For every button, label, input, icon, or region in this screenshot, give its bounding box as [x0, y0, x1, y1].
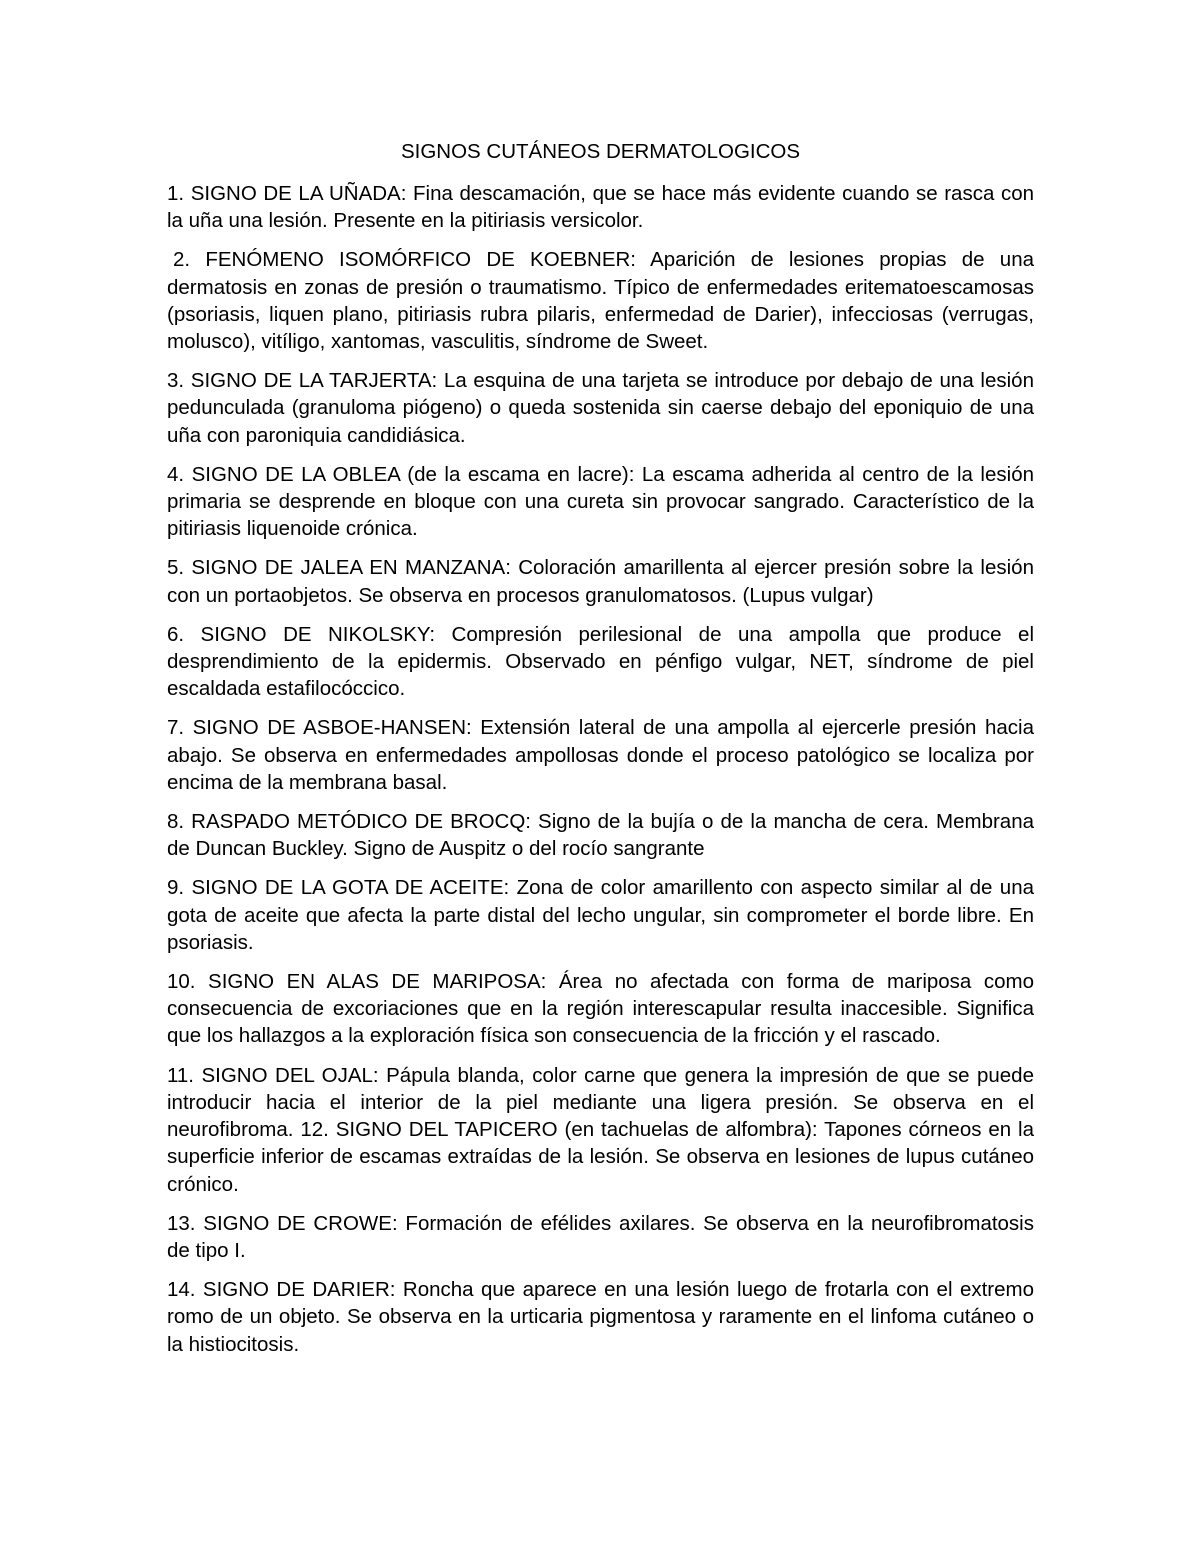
- sign-entry-5: 5. SIGNO DE JALEA EN MANZANA: Coloración amarillenta al ejercer presión sobre la lesión con un portaobjetos. Se observa en procesos granulomatosos. (Lupus vulgar): [167, 556, 1034, 607]
- sign-entry-13: 13. SIGNO DE CROWE: Formación de efélides axilares. Se observa en la neurofibromatosis de tipo I.: [167, 1211, 1034, 1262]
- sign-entry-7: 7. SIGNO DE ASBOE-HANSEN: Extensión lateral de una ampolla al ejercerle presión hacia abajo. Se observa en enfermedades ampollosas donde el proceso patológico se localiza por encima de la membrana basal.: [167, 716, 1034, 794]
- document-title: SIGNOS CUTÁNEOS DERMATOLOGICOS: [400, 140, 801, 163]
- sign-entry-14: 14. SIGNO DE DARIER: Roncha que aparece en una lesión luego de frotarla con el extremo romo de un objeto. Se observa en la urticaria pigmentosa y raramente en el linfoma cutáneo o la histiocitosis.: [167, 1278, 1034, 1356]
- sign-entry-3: 3. SIGNO DE LA TARJERTA: La esquina de una tarjeta se introduce por debajo de una lesión pedunculada (granuloma piógeno) o queda sostenida sin caerse debajo del eponiquio de una uña con paroniquia candidiásica.: [167, 369, 1034, 447]
- sign-entry-10: 10. SIGNO EN ALAS DE MARIPOSA: Área no afectada con forma de mariposa como consecuencia de excoriaciones que en la región interescapular resulta inaccesible. Significa que los hallazgos a la exploración física son consecuencia de la fricción y el rascado.: [167, 970, 1034, 1048]
- sign-entry-11-12: 11. SIGNO DEL OJAL: Pápula blanda, color carne que genera la impresión de que se puede introducir hacia el interior de la piel mediante una ligera presión. Se observa en el neurofibroma. 12. SIGNO DEL TAPICERO (en tachuelas de alfombra): Tapones córneos en la superficie inferior de escamas extraídas de la lesión. Se observa en lesiones de lupus cutáneo crónico.: [167, 1063, 1034, 1196]
- sign-entry-2: 2. FENÓMENO ISOMÓRFICO DE KOEBNER: Aparición de lesiones propias de una dermatosis en zonas de presión o traumatismo. Típico de enfermedades eritematoescamosas (psoriasis, liquen plano, pitiriasis rubra pilaris, enfermedad de Darier), infecciosas (verrugas, molusco), vitíligo, xantomas, vasculitis, síndrome de Sweet.: [167, 248, 1034, 354]
- sign-entry-8: 8. RASPADO METÓDICO DE BROCQ: Signo de la bujía o de la mancha de cera. Membrana de Duncan Buckley. Signo de Auspitz o del rocío sangrante: [167, 810, 1034, 861]
- sign-entry-1: 1. SIGNO DE LA UÑADA: Fina descamación, que se hace más evidente cuando se rasca con la uña una lesión. Presente en la pitiriasis versicolor.: [167, 182, 1034, 233]
- document-page: [167, 138, 1034, 1370]
- sign-entry-6: 6. SIGNO DE NIKOLSKY: Compresión perilesional de una ampolla que produce el desprendimiento de la epidermis. Observado en pénfigo vulgar, NET, síndrome de piel escaldada estafilocóccico.: [167, 622, 1034, 701]
- sign-entry-4: 4. SIGNO DE LA OBLEA (de la escama en lacre): La escama adherida al centro de la lesión primaria se desprende en bloque con una cureta sin provocar sangrado. Característico de la pitiriasis liquenoide crónica.: [167, 462, 1034, 541]
- sign-entry-9: 9. SIGNO DE LA GOTA DE ACEITE: Zona de color amarillento con aspecto similar al de una gota de aceite que afecta la parte distal del lecho ungular, sin comprometer el borde libre. En psoriasis.: [167, 876, 1034, 954]
